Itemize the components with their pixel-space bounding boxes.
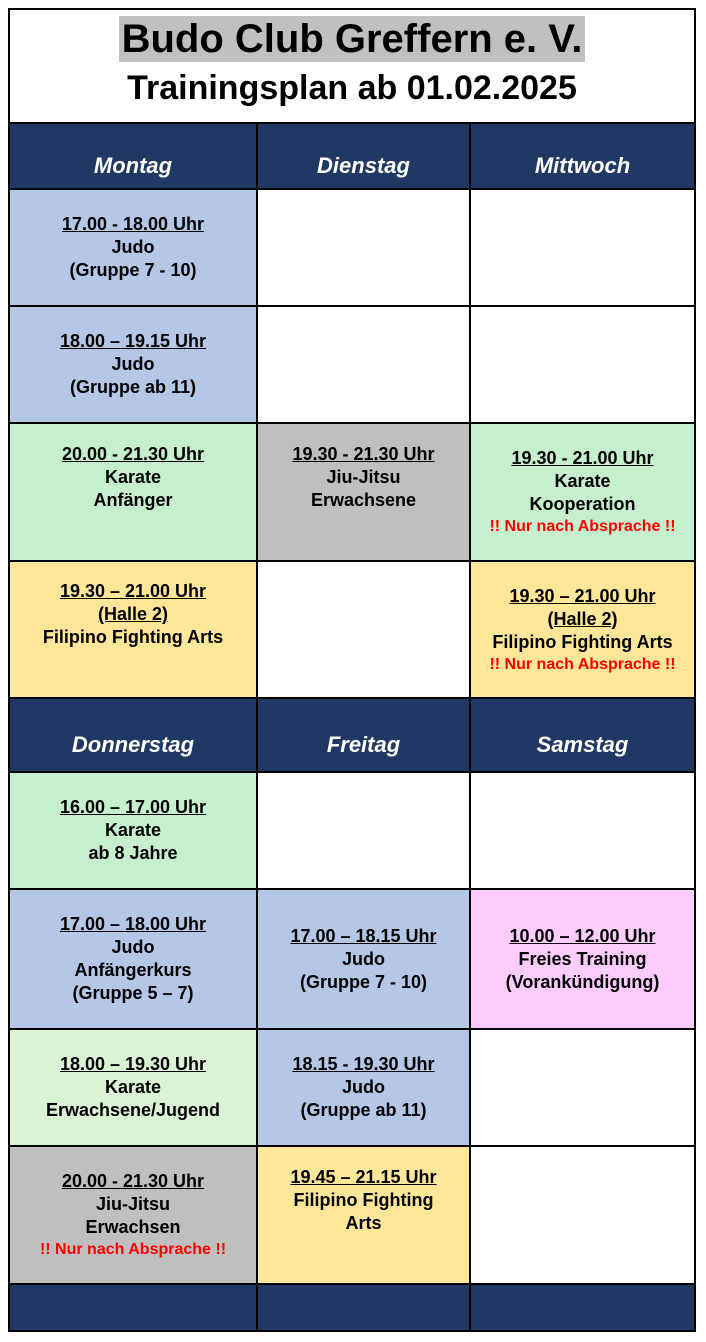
- slot-time: 19.45 – 21.15 Uhr: [290, 1166, 437, 1187]
- slot-discipline: Karate: [104, 1077, 162, 1097]
- slot-time: 18.15 - 19.30 Uhr: [292, 1054, 435, 1074]
- slot-group: Erwachsene/Jugend: [45, 1100, 221, 1120]
- slot-time: 19.30 – 21.00 Uhr: [59, 581, 207, 601]
- slot-monday-judo-7-10: [10, 190, 258, 307]
- slot-time: 17.00 – 18.15 Uhr: [290, 925, 437, 946]
- slot-time: 20.00 - 21.30 Uhr: [61, 443, 205, 464]
- slot-discipline: Karate: [104, 466, 162, 487]
- slot-location: (Halle 2): [547, 608, 618, 629]
- day-header-wednesday: Mittwoch: [471, 124, 694, 190]
- slot-tuesday-empty: [258, 190, 471, 307]
- slot-wednesday-empty: [471, 190, 694, 307]
- day-header-tuesday: Dienstag: [258, 124, 471, 190]
- slot-friday-judo-7-10: [258, 890, 471, 1030]
- slot-discipline: Judo: [111, 237, 155, 257]
- slot-time: 17.00 – 18.00 Uhr: [59, 914, 207, 934]
- slot-tuesday-empty: [258, 307, 471, 424]
- slot-friday-filipino: [258, 1147, 471, 1285]
- slot-time: 16.00 – 17.00 Uhr: [59, 797, 207, 817]
- footer-bar: [10, 1285, 258, 1330]
- slot-friday-empty: [258, 773, 471, 890]
- training-plan-sheet: [8, 8, 696, 1332]
- slot-group: (Gruppe ab 11): [300, 1100, 427, 1120]
- slot-time: 18.00 – 19.15 Uhr: [59, 331, 207, 351]
- slot-discipline: Judo: [342, 948, 385, 969]
- club-name: Budo Club Greffern e. V.: [119, 16, 586, 62]
- slot-discipline: Jiu-Jitsu: [95, 1194, 170, 1214]
- slot-note: !! Nur nach Absprache !!: [489, 518, 676, 535]
- footer-bar: [471, 1285, 694, 1330]
- slot-wednesday-empty: [471, 307, 694, 424]
- slot-location: (Halle 2): [97, 604, 169, 624]
- slot-discipline: Judo: [342, 1077, 385, 1097]
- slot-time: 20.00 - 21.30 Uhr: [61, 1171, 205, 1191]
- slot-group: ab 8 Jahre: [88, 843, 178, 863]
- plan-title: Trainingsplan ab 01.02.2025: [127, 69, 577, 107]
- day-header-monday: Montag: [10, 124, 258, 190]
- slot-thursday-karate-erwachsene: [10, 1030, 258, 1147]
- day-header-thursday: Donnerstag: [10, 699, 258, 773]
- slot-discipline-cont: Arts: [345, 1212, 382, 1233]
- slot-discipline: Filipino Fighting Arts: [492, 631, 673, 652]
- slot-group: Kooperation: [529, 494, 636, 514]
- slot-tuesday-empty: [258, 562, 471, 699]
- slot-saturday-freies-training: [471, 890, 694, 1030]
- slot-saturday-empty: [471, 773, 694, 890]
- slot-group: Erwachsen: [85, 1217, 181, 1237]
- slot-time: 19.30 - 21.00 Uhr: [511, 448, 654, 468]
- slot-monday-karate-anfaenger: [10, 424, 258, 562]
- slot-discipline: Karate: [104, 820, 162, 840]
- slot-thursday-jiujitsu: [10, 1147, 258, 1285]
- slot-time: 19.30 - 21.30 Uhr: [292, 443, 435, 464]
- slot-group: (Gruppe 7 - 10): [69, 260, 197, 280]
- slot-saturday-empty: [471, 1030, 694, 1147]
- slot-wednesday-karate-kooperation: [471, 424, 694, 562]
- day-header-friday: Freitag: [258, 699, 471, 773]
- slot-note: !! Nur nach Absprache !!: [489, 655, 676, 673]
- club-title: [10, 16, 694, 62]
- slot-course: Anfängerkurs: [74, 960, 192, 980]
- slot-time: 18.00 – 19.30 Uhr: [59, 1054, 207, 1074]
- footer-bar: [258, 1285, 471, 1330]
- slot-time: 10.00 – 12.00 Uhr: [509, 925, 656, 946]
- slot-discipline: Filipino Fighting: [293, 1189, 434, 1210]
- slot-discipline: Freies Training: [518, 948, 647, 969]
- slot-thursday-karate-ab-8: [10, 773, 258, 890]
- slot-discipline: Filipino Fighting Arts: [42, 627, 224, 647]
- slot-group: Erwachsene: [310, 489, 417, 510]
- slot-discipline: Judo: [111, 354, 155, 374]
- slot-group: (Vorankündigung): [505, 971, 660, 992]
- slot-time: 17.00 - 18.00 Uhr: [61, 214, 205, 234]
- day-header-saturday: Samstag: [471, 699, 694, 773]
- slot-group: Anfänger: [93, 489, 173, 510]
- slot-discipline: Judo: [111, 937, 155, 957]
- slot-monday-filipino: [10, 562, 258, 699]
- slot-group: (Gruppe ab 11): [69, 377, 197, 397]
- slot-tuesday-jiujitsu: [258, 424, 471, 562]
- slot-thursday-judo-anfaengerkurs: [10, 890, 258, 1030]
- slot-note: !! Nur nach Absprache !!: [39, 1241, 227, 1258]
- slot-monday-judo-ab-11: [10, 307, 258, 424]
- slot-saturday-empty: [471, 1147, 694, 1285]
- slot-discipline: Jiu-Jitsu: [326, 466, 401, 487]
- slot-group: (Gruppe 5 – 7): [72, 983, 194, 1003]
- slot-time: 19.30 – 21.00 Uhr: [509, 585, 656, 606]
- slot-friday-judo-ab-11: [258, 1030, 471, 1147]
- slot-discipline: Karate: [554, 471, 611, 491]
- slot-group: (Gruppe 7 - 10): [299, 971, 428, 992]
- plan-header: [10, 10, 694, 124]
- slot-wednesday-filipino: [471, 562, 694, 699]
